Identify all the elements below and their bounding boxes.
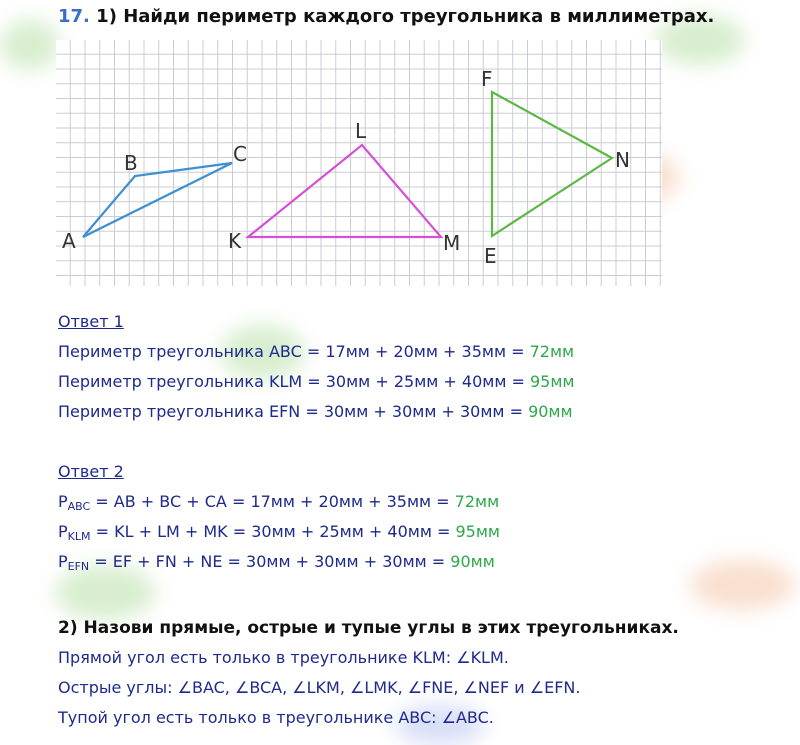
answer2-line-text: = AB + BC + CA = 17мм + 20мм + 35мм = — [90, 492, 455, 511]
right-angle-value: ∠KLM — [456, 648, 504, 667]
obtuse-angle-suffix: . — [488, 708, 494, 727]
answer1-line — [58, 342, 574, 361]
part2-title: 2) Назови прямые, острые и тупые углы в этих треугольниках. — [58, 618, 679, 638]
point-label-m: M — [443, 231, 461, 255]
acute-angles-and: и — [509, 678, 530, 697]
point-label-e: E — [484, 244, 497, 268]
acute-angles-list: ∠BAC, ∠BCA, ∠LKM, ∠LMK, ∠FNE, ∠NEF — [177, 678, 510, 697]
task-title: 1) Найди периметр каждого треугольника в миллиметрах. — [96, 6, 715, 27]
answer1-result: 95мм — [529, 372, 575, 391]
obtuse-angle-line — [58, 708, 494, 727]
triangle-abc — [83, 163, 232, 237]
acute-angles-suffix: . — [575, 678, 581, 697]
point-label-c: C — [233, 142, 247, 166]
answer1-line-text: Периметр треугольника KLM = 30мм + 25мм + 40мм = — [58, 372, 530, 391]
triangle-klm — [248, 145, 441, 237]
answer2-line — [58, 552, 495, 571]
triangle-efn — [492, 92, 612, 236]
point-label-b: B — [124, 151, 138, 175]
answer1-title: Ответ 1 — [58, 312, 124, 331]
right-angle-line — [58, 648, 509, 667]
answer1-line — [58, 372, 574, 391]
task-number: 17. — [58, 6, 90, 27]
point-label-l: L — [355, 119, 367, 143]
answer1-line-text: Периметр треугольника EFN = 30мм + 30мм + 30мм = — [58, 402, 529, 421]
perimeter-subscript: EFN — [67, 560, 90, 573]
point-label-k: K — [228, 229, 242, 253]
answer1-line — [58, 402, 573, 421]
answer2-line-text: = EF + FN + NE = 30мм + 30мм + 30мм = — [89, 552, 451, 571]
answer1-result: 90мм — [528, 402, 573, 421]
acute-angles-last: ∠EFN — [529, 678, 576, 697]
answer2-result: 95мм — [455, 522, 500, 541]
perimeter-symbol: P — [58, 492, 68, 511]
right-angle-text: Прямой угол есть только в треугольнике KLM: — [58, 648, 457, 667]
obtuse-angle-text: Тупой угол есть только в треугольнике ABC: — [58, 708, 442, 727]
point-label-a: A — [62, 229, 76, 253]
perimeter-symbol: P — [58, 552, 68, 571]
acute-angles-text: Острые углы: — [58, 678, 178, 697]
point-label-f: F — [481, 67, 493, 91]
obtuse-angle-value: ∠ABC — [441, 708, 489, 727]
point-label-n: N — [615, 148, 630, 172]
acute-angles-line — [58, 678, 580, 697]
perimeter-subscript: ABC — [67, 500, 91, 513]
answer2-result: 72мм — [454, 492, 500, 511]
answer2-result: 90мм — [450, 552, 495, 571]
answer2-line — [58, 492, 499, 511]
answer2-line-text: = KL + LM + MK = 30мм + 25мм + 40мм = — [90, 522, 456, 541]
perimeter-symbol: P — [58, 522, 68, 541]
right-angle-suffix: . — [503, 648, 509, 667]
answer1-result: 72мм — [529, 342, 575, 361]
answer1-line-text: Периметр треугольника ABC = 17мм + 20мм + 35мм = — [58, 342, 530, 361]
answer2-line — [58, 522, 500, 541]
answer2-title: Ответ 2 — [58, 462, 124, 481]
perimeter-subscript: KLM — [67, 530, 91, 543]
